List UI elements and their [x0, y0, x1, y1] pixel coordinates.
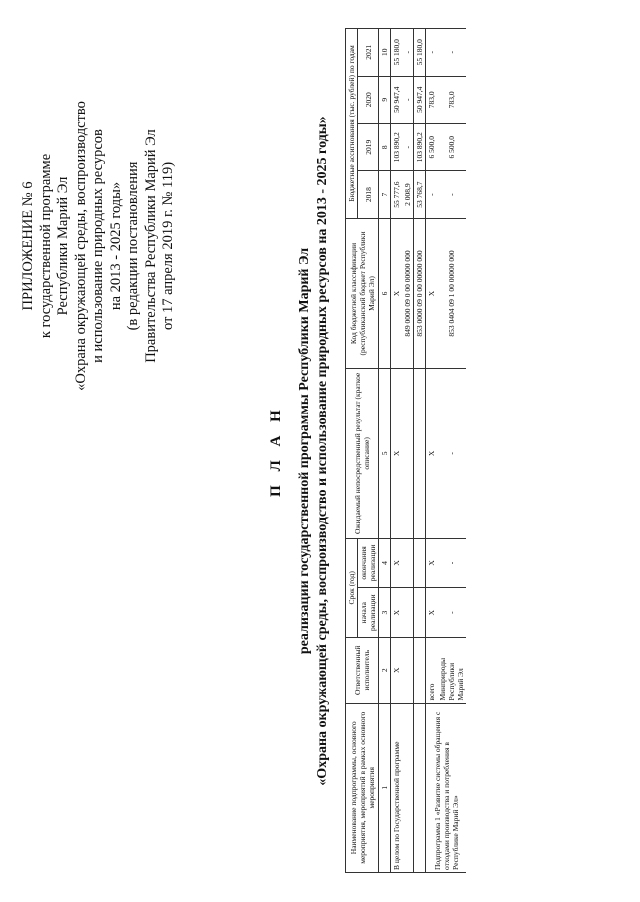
- row-2020: 50 947,4: [414, 76, 426, 123]
- column-number: 5: [379, 369, 391, 538]
- row-end: [414, 538, 426, 588]
- header-year: 2021: [358, 29, 379, 77]
- row-2021: -: [426, 29, 438, 77]
- column-number: 4: [379, 538, 391, 588]
- header-result: Ожидаемый непосредственный результат (краткое описание): [346, 369, 379, 538]
- column-number: 9: [379, 76, 391, 123]
- column-number: 8: [379, 123, 391, 170]
- row-2021: 55 180,0: [414, 29, 426, 77]
- row-2019: 103 890,2: [414, 123, 426, 170]
- header-kbk: Код бюджетной классификации (республиканский бюджет Республики Марий Эл): [346, 218, 379, 368]
- row-name: [414, 703, 426, 872]
- header-period: Срок (год): [346, 538, 358, 637]
- row-responsible: Минприроды Республики Марий Эл: [437, 638, 466, 704]
- header-period-start: начала реализации: [358, 588, 379, 638]
- row-end: -: [437, 538, 466, 588]
- row-kbk: Х: [426, 218, 438, 368]
- row-2018: -: [426, 171, 438, 218]
- row-2019: 103 890,2: [391, 123, 403, 170]
- column-number: 1: [379, 703, 391, 872]
- row-result: Х: [426, 369, 438, 538]
- row-result: [402, 369, 414, 538]
- header-period-end: окончания реализации: [358, 538, 379, 588]
- appendix-line: «Охрана окружающей среды, воспроизводство: [72, 101, 89, 391]
- row-name: Подпрограмма 1 «Развитие системы обращения с отходами производства и потребления в Республике Марий Эл»: [426, 703, 467, 872]
- row-2018: 55 777,6: [391, 171, 403, 218]
- row-2020: 783,0: [426, 76, 438, 123]
- row-responsible: всего: [426, 638, 438, 704]
- row-name: [402, 703, 414, 872]
- header-year: 2020: [358, 76, 379, 123]
- appendix-line: от 17 апреля 2019 г. № 119): [160, 161, 176, 331]
- row-kbk: 853 0000 09 0 00 00000 000: [414, 218, 426, 368]
- row-result: Х: [391, 369, 403, 538]
- row-responsible: Х: [391, 638, 403, 704]
- row-result: -: [437, 369, 466, 538]
- row-2018: -: [437, 171, 466, 218]
- document-subtitle: [296, 21, 332, 881]
- header-responsible: Ответственный исполнитель: [346, 638, 379, 704]
- row-2020: 50 947,4: [391, 76, 403, 123]
- appendix-line: на 2013 - 2025 годы»: [107, 181, 124, 311]
- row-2018: 2 008,9: [402, 171, 414, 218]
- table-row: [402, 29, 414, 873]
- row-2019: 6 500,0: [437, 123, 466, 170]
- row-2021: -: [437, 29, 466, 77]
- row-2020: -: [402, 76, 414, 123]
- header-year: 2018: [358, 171, 379, 218]
- row-2018: 53 768,7: [414, 171, 426, 218]
- row-kbk: Х: [391, 218, 403, 368]
- appendix-line: ПРИЛОЖЕНИЕ № 6: [20, 181, 36, 311]
- table-row: [414, 29, 426, 873]
- row-kbk: 853 0404 09 1 00 00000 000: [437, 218, 466, 368]
- row-2020: 783,0: [437, 76, 466, 123]
- document-title: П Л А Н: [268, 405, 284, 497]
- row-responsible: [402, 638, 414, 704]
- header-year: 2019: [358, 123, 379, 170]
- appendix-line: Правительства Республики Марий Эл: [142, 129, 159, 363]
- plan-table: [345, 28, 466, 873]
- row-responsible: [414, 638, 426, 704]
- rotated-landscape-content: [20, 21, 620, 881]
- appendix-line: (в редакции постановления: [125, 161, 141, 331]
- row-2021: -: [402, 29, 414, 77]
- row-start: -: [437, 588, 466, 638]
- appendix-block: [20, 31, 178, 461]
- column-number: 6: [379, 218, 391, 368]
- subtitle-line: реализации государственной программы Республики Марий Эл: [297, 247, 312, 655]
- table-row: [426, 29, 438, 873]
- table-row: [391, 29, 403, 873]
- row-start: [402, 588, 414, 638]
- column-number: 3: [379, 588, 391, 638]
- column-number: 10: [379, 29, 391, 77]
- row-2019: -: [402, 123, 414, 170]
- row-name: В целом по Государственной программе: [391, 703, 403, 872]
- column-number: 2: [379, 638, 391, 704]
- row-2019: 6 500,0: [426, 123, 438, 170]
- subtitle-line: «Охрана окружающей среды, воспроизводство и использование природных ресурсов на 2013 - 2025 годы»: [315, 116, 330, 786]
- row-end: Х: [426, 538, 438, 588]
- appendix-line: к государственной программе: [37, 153, 54, 339]
- row-start: Х: [426, 588, 438, 638]
- row-start: Х: [391, 588, 403, 638]
- row-result: [414, 369, 426, 538]
- row-2021: 55 180,0: [391, 29, 403, 77]
- row-end: Х: [391, 538, 403, 588]
- header-name: Наименование подпрограммы, основного мероприятия, мероприятий в рамках основного мероприятия: [346, 703, 379, 872]
- row-end: [402, 538, 414, 588]
- column-number: 7: [379, 171, 391, 218]
- row-start: [414, 588, 426, 638]
- row-kbk: 849 0000 09 0 00 00000 000: [402, 218, 414, 368]
- appendix-line: Республики Марий Эл: [55, 176, 71, 316]
- header-funding: Бюджетные ассигнования (тыс. рублей) по годам: [346, 29, 358, 219]
- appendix-line: и использование природных ресурсов: [90, 129, 106, 363]
